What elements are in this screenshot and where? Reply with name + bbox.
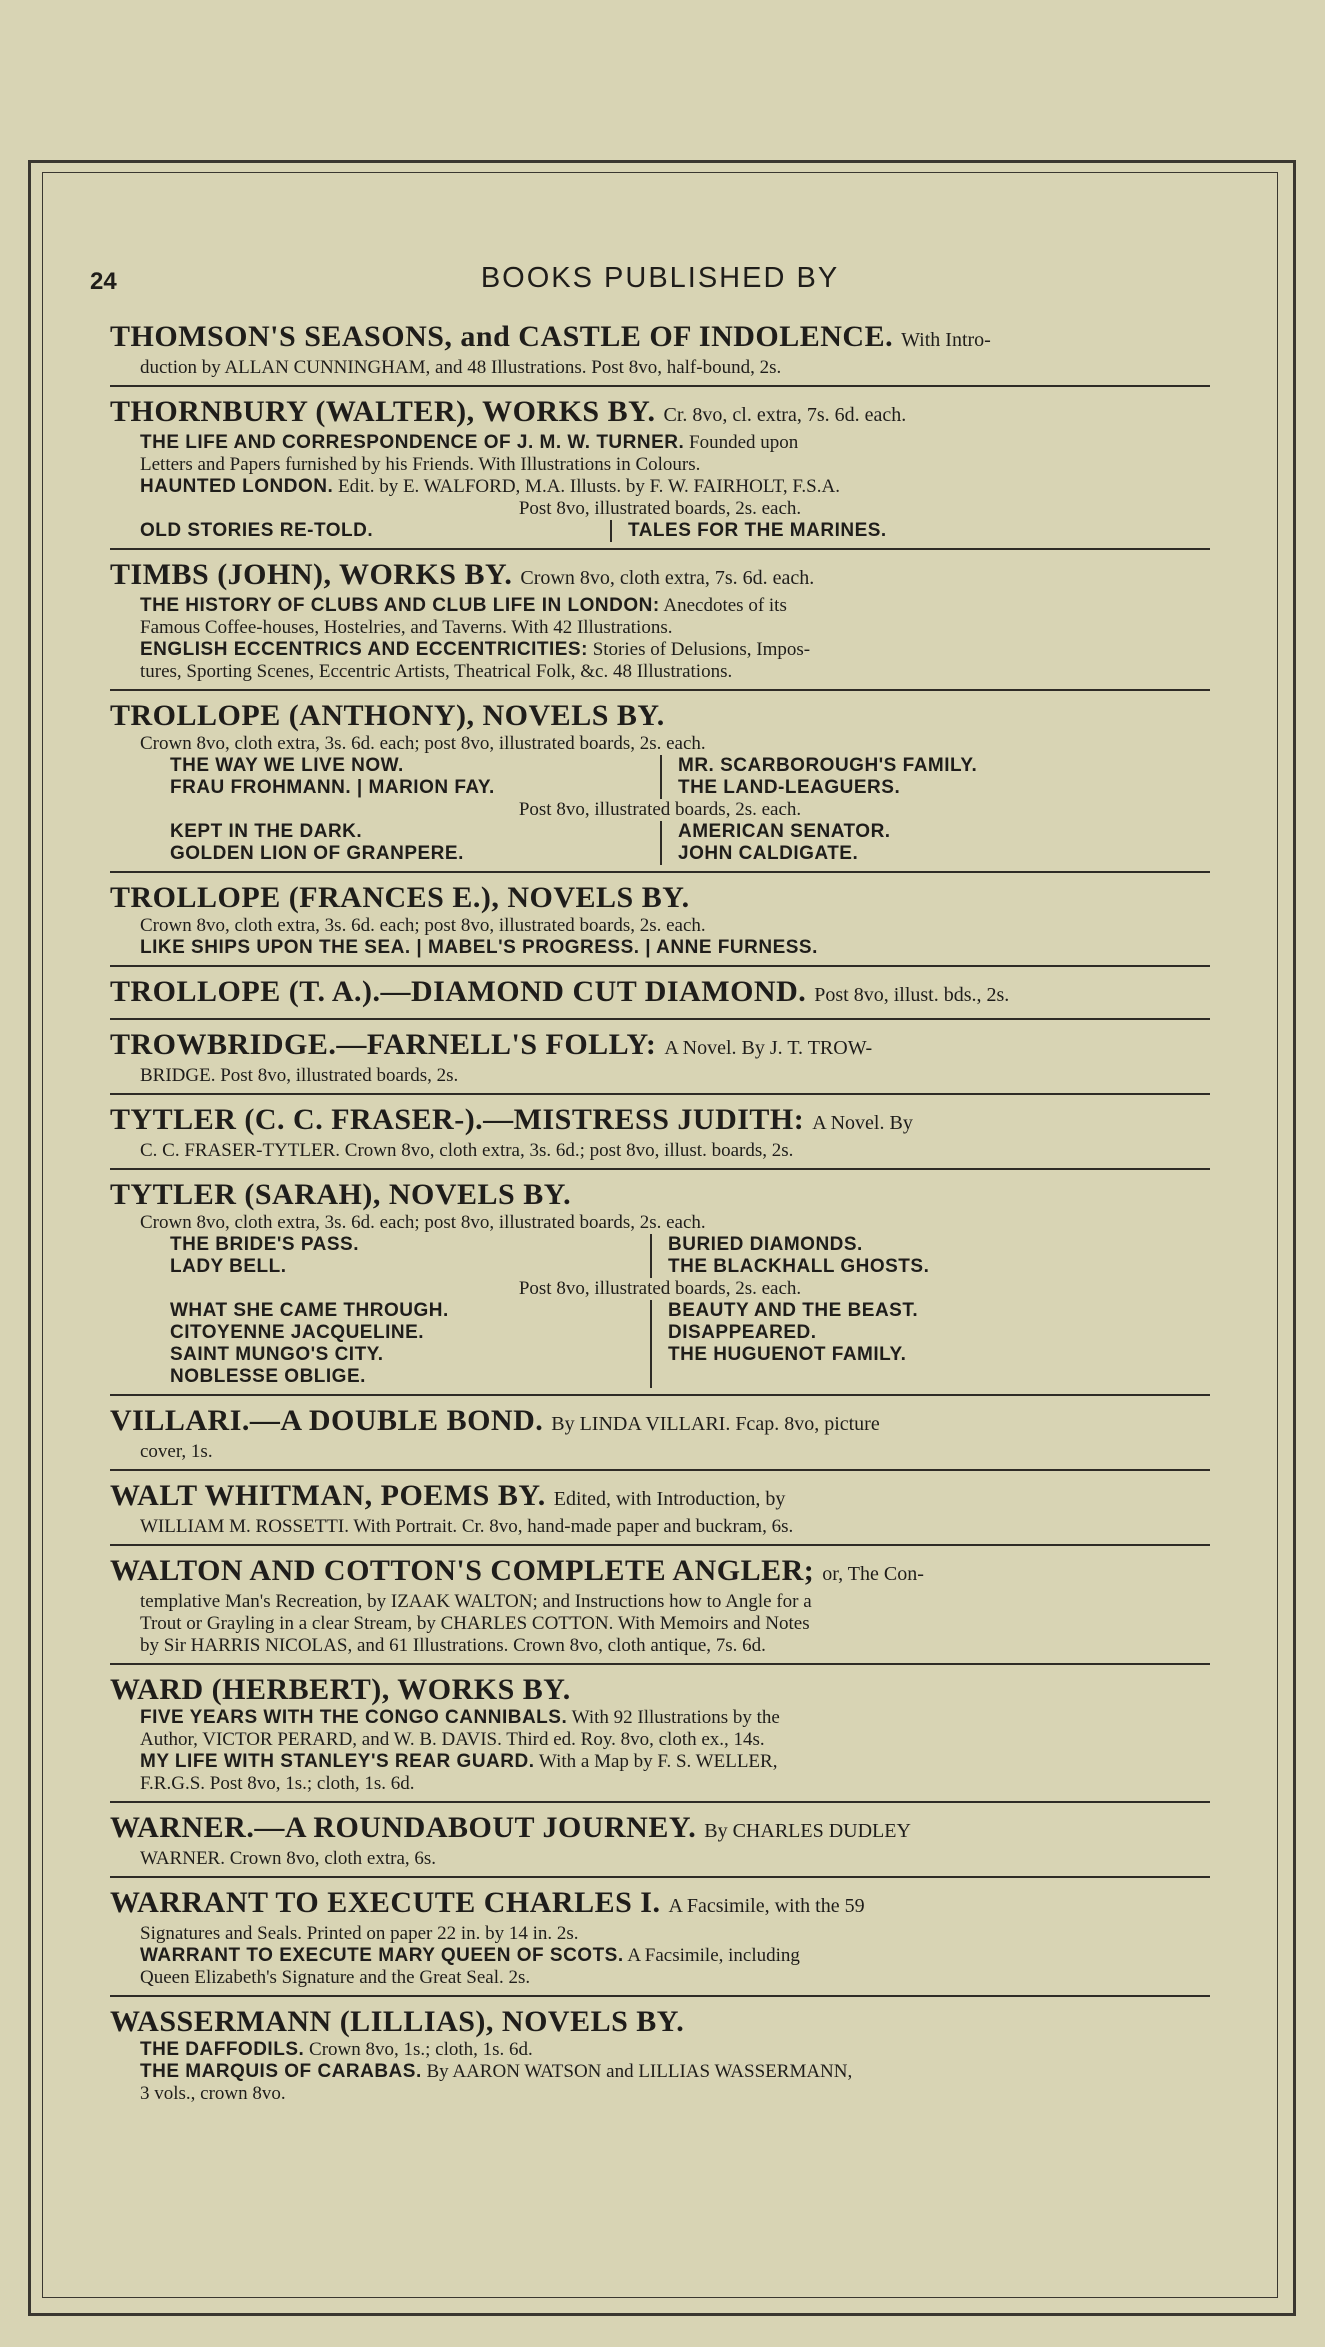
- book-title: CITOYENNE JACQUELINE.: [170, 1322, 425, 1343]
- book-title: KEPT IN THE DARK.: [170, 821, 363, 842]
- book-description: Crown 8vo, 1s.; cloth, 1s. 6d.: [309, 2039, 533, 2060]
- entry-warner: [110, 1809, 1210, 1878]
- entry-heading: TYTLER (C. C. FRASER-).—MISTRESS JUDITH:: [110, 1103, 805, 1136]
- book-description: 3 vols., crown 8vo.: [140, 2083, 286, 2104]
- entry-line: Signatures and Seals. Printed on paper 22 in. by 14 in. 2s.: [140, 1923, 579, 1944]
- entry-heading: VILLARI.—A DOUBLE BOND.: [110, 1404, 544, 1437]
- book-title: ENGLISH ECCENTRICS AND ECCENTRICITIES:: [140, 639, 588, 660]
- book-description: Author, VICTOR PERARD, and W. B. DAVIS. Third ed. Roy. 8vo, cloth ex., 14s.: [140, 1729, 765, 1750]
- book-title: GOLDEN LION OF GRANPERE.: [170, 843, 464, 864]
- entry-line: by Sir HARRIS NICOLAS, and 61 Illustrations. Crown 8vo, cloth antique, 7s. 6d.: [140, 1635, 766, 1656]
- entry-heading: THOMSON'S SEASONS, and CASTLE OF INDOLENCE.: [110, 320, 894, 353]
- book-title: WHAT SHE CAME THROUGH.: [170, 1300, 449, 1321]
- book-title: THE WAY WE LIVE NOW.: [170, 755, 404, 776]
- book-description: F.R.G.S. Post 8vo, 1s.; cloth, 1s. 6d.: [140, 1773, 415, 1794]
- entry-heading: WARRANT TO EXECUTE CHARLES I.: [110, 1886, 661, 1919]
- running-head: BOOKS PUBLISHED BY: [480, 262, 840, 294]
- entry-heading-tail: Cr. 8vo, cl. extra, 7s. 6d. each.: [663, 404, 907, 426]
- entry-thomson: [110, 318, 1210, 387]
- entry-heading: WARNER.—A ROUNDABOUT JOURNEY.: [110, 1811, 697, 1844]
- book-title: NOBLESSE OBLIGE.: [170, 1366, 366, 1387]
- book-title: BEAUTY AND THE BEAST.: [668, 1300, 919, 1321]
- entry-warrant: [110, 1884, 1210, 1997]
- book-description: tures, Sporting Scenes, Eccentric Artists, Theatrical Folk, &c. 48 Illustrations.: [140, 661, 733, 682]
- entry-line: BRIDGE. Post 8vo, illustrated boards, 2s.: [140, 1065, 459, 1086]
- book-title: FIVE YEARS WITH THE CONGO CANNIBALS.: [140, 1707, 568, 1728]
- book-title: AMERICAN SENATOR.: [678, 821, 891, 842]
- title-columns: [110, 520, 1210, 542]
- title-columns: [110, 755, 1210, 799]
- book-description: Famous Coffee-houses, Hostelries, and Taverns. With 42 Illustrations.: [140, 617, 673, 638]
- book-title: FRAU FROHMANN. | MARION FAY.: [170, 777, 495, 798]
- entry-heading-tail: A Novel. By J. T. TROW-: [664, 1037, 873, 1059]
- book-description: A Facsimile, including: [627, 1945, 800, 1966]
- entry-walton: [110, 1552, 1210, 1665]
- entry-heading: WARD (HERBERT), WORKS BY.: [110, 1673, 571, 1706]
- entry-heading: WALT WHITMAN, POEMS BY.: [110, 1479, 546, 1512]
- entry-wassermann: [110, 2003, 1210, 2111]
- book-description: Stories of Delusions, Impos-: [592, 639, 811, 660]
- format-note: Crown 8vo, cloth extra, 3s. 6d. each; post 8vo, illustrated boards, 2s. each.: [140, 733, 706, 754]
- book-title: DISAPPEARED.: [668, 1322, 817, 1343]
- entry-timbs: [110, 556, 1210, 691]
- entry-heading-tail: Post 8vo, illust. bds., 2s.: [814, 984, 1010, 1006]
- book-title: THE BRIDE'S PASS.: [170, 1234, 359, 1255]
- entry-heading: TROWBRIDGE.—FARNELL'S FOLLY:: [110, 1028, 657, 1061]
- entry-heading: THORNBURY (WALTER), WORKS BY.: [110, 395, 656, 428]
- entry-line: templative Man's Recreation, by IZAAK WALTON; and Instructions how to Angle for a: [140, 1591, 812, 1612]
- book-description: Edit. by E. WALFORD, M.A. Illusts. by F. W. FAIRHOLT, F.S.A.: [338, 476, 840, 497]
- entry-heading-tail: Crown 8vo, cloth extra, 7s. 6d. each.: [520, 567, 815, 589]
- book-title: THE LIFE AND CORRESPONDENCE OF J. M. W. TURNER.: [140, 432, 685, 453]
- page-number: 24: [90, 268, 117, 295]
- entry-thornbury: [110, 393, 1210, 550]
- book-title: MY LIFE WITH STANLEY'S REAR GUARD.: [140, 1751, 535, 1772]
- entry-heading: WALTON AND COTTON'S COMPLETE ANGLER;: [110, 1554, 815, 1587]
- entry-tytler-sarah: [110, 1176, 1210, 1396]
- book-title: OLD STORIES RE-TOLD.: [140, 520, 374, 541]
- entry-line: Trout or Grayling in a clear Stream, by CHARLES COTTON. With Memoirs and Notes: [140, 1613, 810, 1634]
- entry-trollope-ta: [110, 973, 1210, 1020]
- entry-line: WARNER. Crown 8vo, cloth extra, 6s.: [140, 1848, 437, 1869]
- book-title: THE LAND-LEAGUERS.: [678, 777, 901, 798]
- entry-trollope-anthony: [110, 697, 1210, 873]
- format-note: Crown 8vo, cloth extra, 3s. 6d. each; post 8vo, illustrated boards, 2s. each.: [140, 1212, 706, 1233]
- book-description: Queen Elizabeth's Signature and the Great Seal. 2s.: [140, 1967, 531, 1988]
- entry-heading: TIMBS (JOHN), WORKS BY.: [110, 558, 513, 591]
- entry-heading-tail: By LINDA VILLARI. Fcap. 8vo, picture: [551, 1413, 880, 1435]
- entry-heading-tail: Edited, with Introduction, by: [553, 1488, 786, 1510]
- book-title: THE HISTORY OF CLUBS AND CLUB LIFE IN LONDON:: [140, 595, 660, 616]
- entry-heading: TROLLOPE (ANTHONY), NOVELS BY.: [110, 699, 665, 732]
- title-columns: [110, 1234, 1210, 1278]
- book-description: Founded upon: [689, 432, 799, 453]
- entry-heading-tail: or, The Con-: [822, 1563, 924, 1585]
- format-note: Post 8vo, illustrated boards, 2s. each.: [518, 1278, 802, 1299]
- title-columns: [110, 821, 1210, 865]
- book-title: THE DAFFODILS.: [140, 2039, 305, 2060]
- entry-line: duction by ALLAN CUNNINGHAM, and 48 Illustrations. Post 8vo, half-bound, 2s.: [140, 357, 782, 378]
- entry-ward: [110, 1671, 1210, 1803]
- format-note: Post 8vo, illustrated boards, 2s. each.: [518, 498, 802, 519]
- entry-tytler-cc: [110, 1101, 1210, 1170]
- entry-heading: TYTLER (SARAH), NOVELS BY.: [110, 1178, 572, 1211]
- entry-trowbridge: [110, 1026, 1210, 1095]
- book-title: WARRANT TO EXECUTE MARY QUEEN OF SCOTS.: [140, 1945, 624, 1966]
- book-description: With a Map by F. S. WELLER,: [538, 1751, 778, 1772]
- book-title: BURIED DIAMONDS.: [668, 1234, 863, 1255]
- entry-trollope-frances: [110, 879, 1210, 967]
- entry-line: C. C. FRASER-TYTLER. Crown 8vo, cloth extra, 3s. 6d.; post 8vo, illust. boards, 2s.: [140, 1140, 794, 1161]
- page-header: [90, 262, 1210, 302]
- book-title: THE HUGUENOT FAMILY.: [668, 1344, 907, 1365]
- entry-heading-tail: By CHARLES DUDLEY: [704, 1820, 911, 1842]
- book-title: TALES FOR THE MARINES.: [628, 520, 887, 541]
- book-title: HAUNTED LONDON.: [140, 476, 334, 497]
- entry-line: cover, 1s.: [140, 1441, 213, 1462]
- entry-heading-tail: A Facsimile, with the 59: [668, 1895, 865, 1917]
- book-description: By AARON WATSON and LILLIAS WASSERMANN,: [426, 2061, 853, 2082]
- title-columns: [110, 1300, 1210, 1388]
- catalogue-content: [90, 262, 1210, 2117]
- entry-heading: TROLLOPE (FRANCES E.), NOVELS BY.: [110, 881, 690, 914]
- entry-heading-tail: A Novel. By: [812, 1112, 913, 1134]
- book-title: THE BLACKHALL GHOSTS.: [668, 1256, 930, 1277]
- book-description: Anecdotes of its: [663, 595, 787, 616]
- book-description: Letters and Papers furnished by his Friends. With Illustrations in Colours.: [140, 454, 701, 475]
- book-title: MR. SCARBOROUGH'S FAMILY.: [678, 755, 978, 776]
- entry-heading: WASSERMANN (LILLIAS), NOVELS BY.: [110, 2005, 685, 2038]
- entry-villari: [110, 1402, 1210, 1471]
- book-titles: LIKE SHIPS UPON THE SEA. | MABEL'S PROGRESS. | ANNE FURNESS.: [140, 937, 818, 958]
- book-title: THE MARQUIS OF CARABAS.: [140, 2061, 422, 2082]
- book-title: SAINT MUNGO'S CITY.: [170, 1344, 384, 1365]
- entry-heading: TROLLOPE (T. A.).—DIAMOND CUT DIAMOND.: [110, 975, 807, 1008]
- book-title: LADY BELL.: [170, 1256, 287, 1277]
- entry-heading-tail: With Intro-: [901, 329, 991, 351]
- entry-line: WILLIAM M. ROSSETTI. With Portrait. Cr. 8vo, hand-made paper and buckram, 6s.: [140, 1516, 794, 1537]
- format-note: Post 8vo, illustrated boards, 2s. each.: [518, 799, 802, 820]
- entry-whitman: [110, 1477, 1210, 1546]
- book-description: With 92 Illustrations by the: [571, 1707, 780, 1728]
- format-note: Crown 8vo, cloth extra, 3s. 6d. each; post 8vo, illustrated boards, 2s. each.: [140, 915, 706, 936]
- book-title: JOHN CALDIGATE.: [678, 843, 859, 864]
